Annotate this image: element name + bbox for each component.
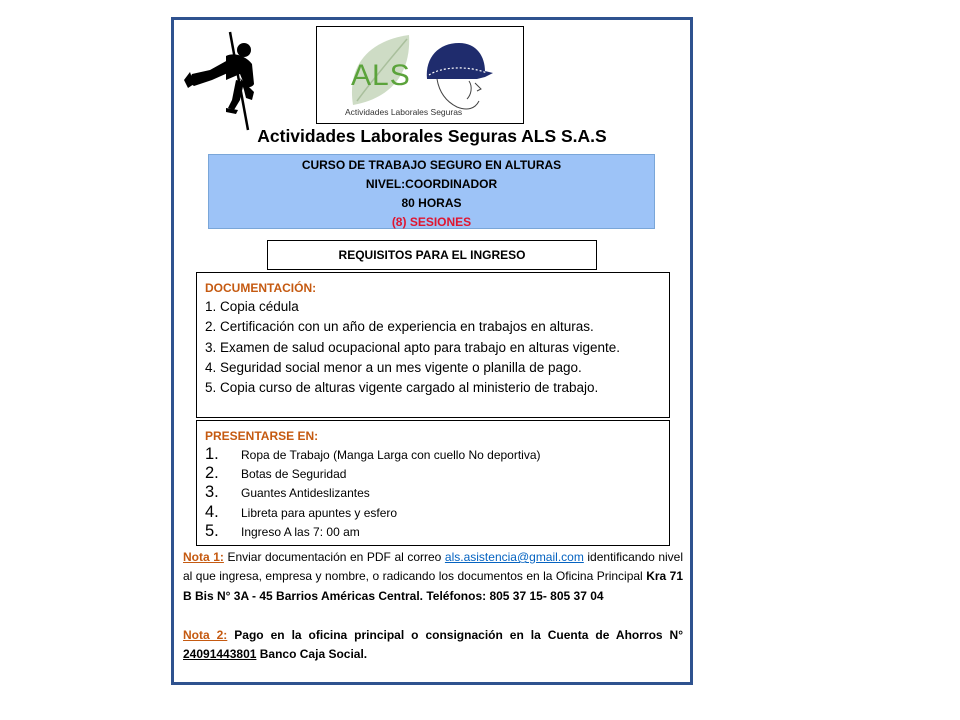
- note-1: [183, 548, 683, 606]
- presentation-box: [196, 420, 670, 546]
- item-number: 5.: [205, 521, 219, 540]
- note-2-label: Nota 2:: [183, 627, 228, 642]
- phone-numbers: Teléfonos: 805 37 15- 805 37 04: [426, 588, 604, 603]
- course-sessions: (8) SESIONES: [391, 215, 472, 229]
- documentation-list: [205, 297, 669, 398]
- notes-section: [183, 548, 683, 664]
- note-1-label: Nota 1:: [183, 550, 224, 564]
- item-number: 3.: [205, 483, 219, 502]
- documentation-title: DOCUMENTACIÓN:: [205, 281, 317, 295]
- item-text: Ropa de Trabajo (Manga Larga con cuello No deportiva): [241, 448, 541, 462]
- list-item: 4. Seguridad social menor a un mes vigente o planilla de pago.: [205, 359, 582, 375]
- office-address: Kra 71 B Bis N° 3A - 45 Barrios Américas Central.: [183, 569, 683, 603]
- company-logo: [316, 26, 524, 124]
- note-2-text-b: Banco Caja Social.: [256, 647, 368, 662]
- list-item: 3. Examen de salud ocupacional apto para trabajo en alturas vigente.: [205, 339, 621, 355]
- presentation-title: PRESENTARSE EN:: [205, 429, 319, 443]
- list-item: [205, 464, 669, 483]
- item-text: Botas de Seguridad: [241, 467, 347, 482]
- list-item: 5. Copia curso de alturas vigente cargado al ministerio de trabajo.: [205, 380, 599, 396]
- list-item: [205, 445, 669, 464]
- course-info-box: [208, 154, 655, 229]
- note-1-text-b: identificando nivel al que ingresa, empresa y nombre, o radicando los documentos en la Oficina Principal: [183, 550, 684, 584]
- note-spacer: [183, 606, 683, 625]
- logo-abbreviation: ALS: [351, 59, 411, 92]
- course-level: NIVEL:COORDINADOR: [365, 177, 498, 191]
- item-text: Libreta para apuntes y esfero: [241, 505, 398, 520]
- presentation-list: [205, 445, 669, 541]
- list-item: [205, 522, 669, 541]
- course-title: CURSO DE TRABAJO SEGURO EN ALTURAS: [301, 158, 562, 172]
- requirements-heading: REQUISITOS PARA EL INGRESO: [267, 240, 597, 270]
- documentation-box: [196, 272, 670, 418]
- course-hours: 80 HORAS: [401, 196, 462, 210]
- climber-silhouette-icon: [182, 30, 268, 132]
- note-1-text-a: Enviar documentación en PDF al correo: [223, 550, 445, 564]
- logo-tagline: Actividades Laborales Seguras: [345, 107, 463, 117]
- account-number: 24091443801: [183, 647, 257, 662]
- note-2: [183, 626, 683, 665]
- item-number: 4.: [205, 502, 219, 521]
- item-text: Ingreso A las 7: 00 am: [241, 524, 360, 539]
- list-item: 1. Copia cédula: [205, 299, 299, 314]
- note-2-text-a: Pago en la oficina principal o consignación en la Cuenta de Ahorros N°: [227, 627, 684, 642]
- item-number: 1.: [205, 445, 219, 463]
- list-item: [205, 503, 669, 522]
- item-number: 2.: [205, 464, 219, 483]
- item-text: Guantes Antideslizantes: [241, 486, 370, 501]
- company-name: Actividades Laborales Seguras ALS S.A.S: [257, 126, 607, 146]
- email-link[interactable]: als.asistencia@gmail.com: [444, 550, 584, 564]
- list-item: 2. Certificación con un año de experiencia en trabajos en alturas.: [205, 319, 594, 335]
- list-item: [205, 483, 669, 502]
